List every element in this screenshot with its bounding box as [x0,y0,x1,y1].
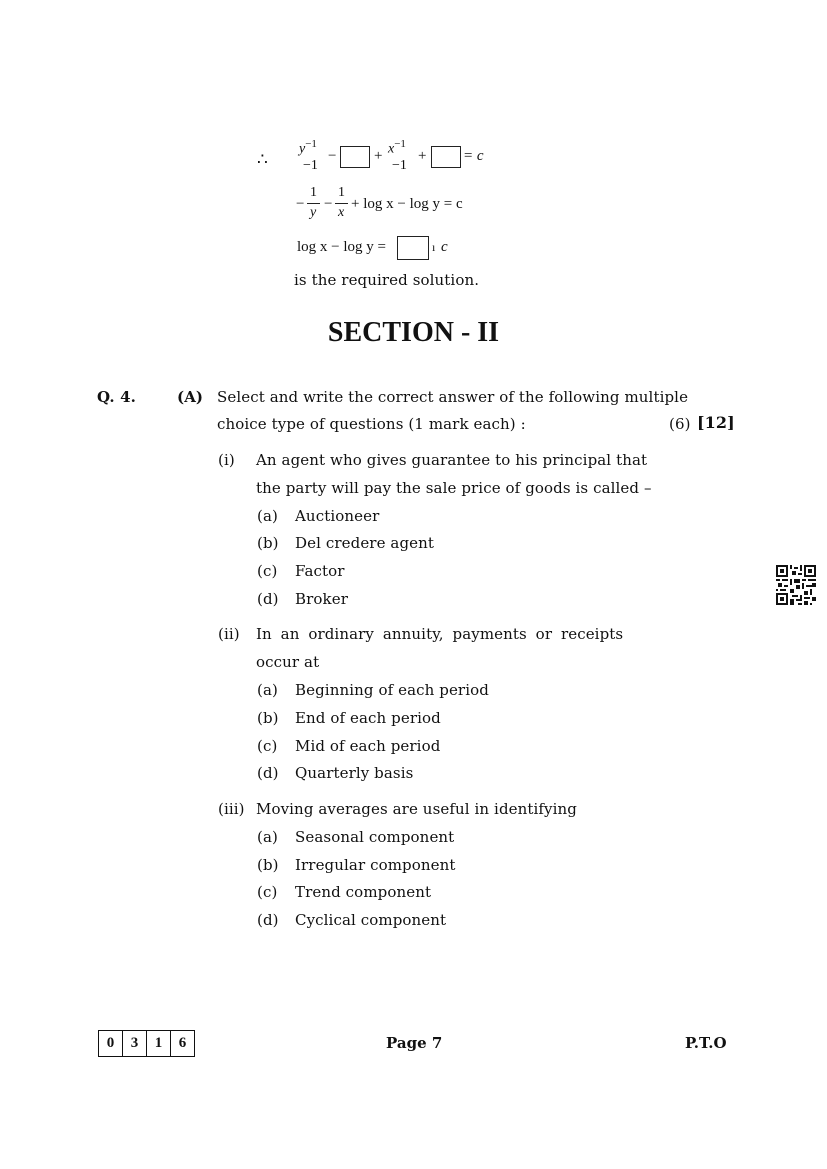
item-iii-option-c-text[interactable]: Trend component [295,883,432,901]
item-ii-option-c-text[interactable]: Mid of each period [295,737,441,755]
question-part: (A) [177,388,204,406]
term2-numerator [388,138,406,158]
line1-plus2: + [418,148,427,164]
item-ii-number: (ii) [218,625,240,643]
line2-minus: − [324,196,333,212]
line2-rest: + log x − log y = c [351,196,463,212]
page-number: Page 7 [386,1034,443,1052]
frac2-den: x [338,205,345,220]
term1-num-text: y [299,141,306,157]
item-i-option-b-label: (b) [257,534,279,552]
answer-box-1[interactable] [340,146,370,168]
item-i-line-2: the party will pay the sale price of goods is called – [256,479,652,497]
item-iii-option-a-label: (a) [257,828,278,846]
line3-left: log x − log y = [297,239,387,255]
term1-exponent: −1 [305,138,317,150]
item-ii-option-d-label: (d) [257,764,279,782]
item-i-option-c-text[interactable]: Factor [295,562,345,580]
term1-numerator [299,138,317,158]
term2-exponent: −1 [394,138,406,150]
item-ii-option-b-text[interactable]: End of each period [295,709,441,727]
item-iii-option-c-label: (c) [257,883,278,901]
item-iii-line-1: Moving averages are useful in identifying [256,800,577,818]
section-title: SECTION - II [327,317,500,348]
item-iii-option-b-label: (b) [257,856,279,874]
item-i-option-d-label: (d) [257,590,279,608]
item-i-option-b-text[interactable]: Del credere agent [295,534,435,552]
line1-plus1: + [374,148,383,164]
item-ii-line-2: occur at [256,653,320,671]
code-digit: 6 [178,1035,187,1051]
code-digit: 1 [147,1031,171,1056]
pto-label: P.T.O [685,1034,727,1052]
item-ii-option-b-label: (b) [257,709,279,727]
item-i-option-a-text[interactable]: Auctioneer [295,507,380,525]
item-iii-option-a-text[interactable]: Seasonal component [295,828,455,846]
item-iii-option-d-label: (d) [257,911,279,929]
item-i-option-c-label: (c) [257,562,278,580]
term2-denominator: −1 [392,158,407,173]
therefore-symbol: ∴ [257,150,268,169]
code-digit: 0 [99,1031,123,1056]
line1-equals: = c [463,148,484,164]
question-number: Q. 4. [97,388,136,406]
frac2-bar [335,203,348,204]
line1-minus: − [328,148,337,164]
item-i-option-d-text[interactable]: Broker [295,590,348,608]
frac1-bar [307,203,320,204]
line2-neg: − [296,196,305,212]
instruction-line-1: Select and write the correct answer of the following multiple [217,388,689,406]
paper-code-box [98,1030,195,1057]
item-i-option-a-label: (a) [257,507,278,525]
answer-box-3[interactable] [397,236,429,260]
qr-code-icon [776,565,816,605]
line3-right: c [441,239,448,255]
item-iii-option-d-text[interactable]: Cyclical component [295,911,447,929]
item-iii-number: (iii) [218,800,245,818]
instruction-line-2: choice type of questions (1 mark each) : [217,415,526,433]
term2-num-text: x [388,141,395,157]
answer-box-2[interactable] [431,146,461,168]
frac2-num: 1 [338,185,345,200]
item-i-number: (i) [218,451,235,469]
item-i-line-1: An agent who gives guarantee to his principal that [256,451,648,469]
item-ii-option-a-label: (a) [257,681,278,699]
marks-total: [12] [697,413,735,432]
code-digit: 3 [123,1031,147,1056]
line3-sep: ı [432,240,436,254]
marks-part: (6) [669,415,691,433]
frac1-den: y [310,205,317,220]
frac1-num: 1 [310,185,317,200]
item-ii-option-c-label: (c) [257,737,278,755]
conclusion-text: is the required solution. [294,271,480,289]
item-ii-option-d-text[interactable]: Quarterly basis [295,764,414,782]
item-iii-option-b-text[interactable]: Irregular component [295,856,456,874]
item-ii-line-1: In an ordinary annuity, payments or receipts [256,625,624,643]
item-ii-option-a-text[interactable]: Beginning of each period [295,681,489,699]
term1-denominator: −1 [303,158,318,173]
